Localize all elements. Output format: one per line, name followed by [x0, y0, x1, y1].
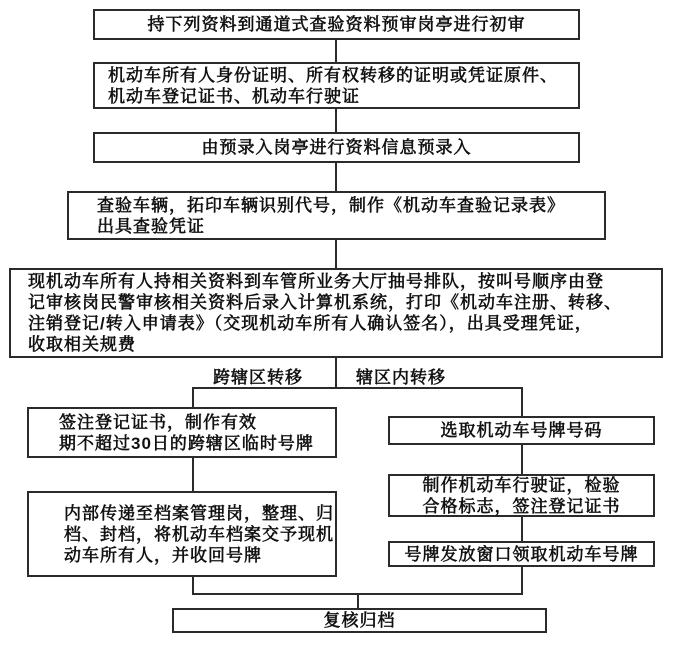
node-required-materials — [93, 62, 580, 109]
node-initial-review — [93, 9, 580, 40]
node-line: 档、封档，将机动车档案交予现机 — [64, 524, 334, 544]
node-line: 签注登记证书，制作有效 — [59, 412, 257, 432]
node-line: 内部传递至档案管理岗，整理、归 — [64, 503, 334, 523]
node-line: 合格标志，签注登记证书 — [422, 496, 621, 516]
connector-branch-left-drop — [192, 387, 194, 407]
connector-branch-horizontal — [192, 387, 523, 389]
connector-inspection-to-hall — [335, 239, 337, 268]
node-temp-plate — [27, 407, 337, 458]
connector-license-to-collect — [521, 515, 523, 541]
node-archive-handover — [27, 491, 337, 577]
node-line: 号牌发放窗口领取机动车号牌 — [404, 544, 639, 564]
node-select-plate — [388, 416, 655, 445]
node-line: 机动车所有人身份证明、所有权转移的证明或凭证原件、 — [108, 65, 558, 85]
connector-selectplate-to-license — [521, 443, 523, 474]
node-line: 现机动车所有人持相关资料到车管所业务大厅抽号排队，按叫号顺序由登 — [28, 272, 604, 291]
node-collect-plate — [388, 541, 655, 567]
node-make-license — [388, 474, 655, 517]
branch-label-cross-district: 跨辖区转移 — [213, 368, 303, 387]
connector-initial-to-materials — [335, 40, 337, 62]
node-line: 出具查验凭证 — [97, 216, 205, 236]
node-line: 机动车登记证书、机动车行驶证 — [108, 86, 360, 106]
node-line: 持下列资料到通道式查验资料预审岗亭进行初审 — [147, 15, 526, 34]
node-line: 动车所有人，并收回号牌 — [64, 545, 262, 565]
node-line: 选取机动车号牌号码 — [440, 421, 603, 440]
node-line: 期不超过30日的跨辖区临时号牌 — [59, 433, 314, 453]
connector-branch-right-drop — [521, 387, 523, 416]
connector-hall-to-branch — [335, 357, 337, 389]
connector-collect-to-merge — [521, 565, 523, 595]
connector-archive-to-merge — [192, 575, 194, 595]
node-line: 复核归档 — [323, 611, 396, 630]
node-line: 记审核岗民警审核相关资料后录入计算机系统，打印《机动车注册、转移、 — [28, 293, 622, 312]
node-pre-entry — [93, 132, 580, 163]
node-line: 查验车辆，拓印车辆识别代号，制作《机动车查验记录表》 — [97, 195, 565, 215]
connector-merge-to-final — [357, 593, 359, 608]
node-line: 收取相关规费 — [28, 335, 136, 354]
connector-preentry-to-inspection — [335, 162, 337, 191]
node-final-archive — [172, 608, 547, 633]
node-line: 注销登记/转入申请表》（交现机动车所有人确认签名），出具受理凭证， — [28, 314, 593, 333]
connector-materials-to-preentry — [335, 108, 337, 132]
branch-label-within-district: 辖区内转移 — [356, 368, 446, 387]
node-hall-review — [9, 268, 663, 358]
node-vehicle-inspection — [67, 191, 606, 240]
connector-tempplate-to-archive — [192, 456, 194, 491]
node-line: 制作机动车行驶证，检验 — [422, 475, 621, 495]
node-line: 由预录入岗亭进行资料信息预录入 — [201, 138, 472, 157]
